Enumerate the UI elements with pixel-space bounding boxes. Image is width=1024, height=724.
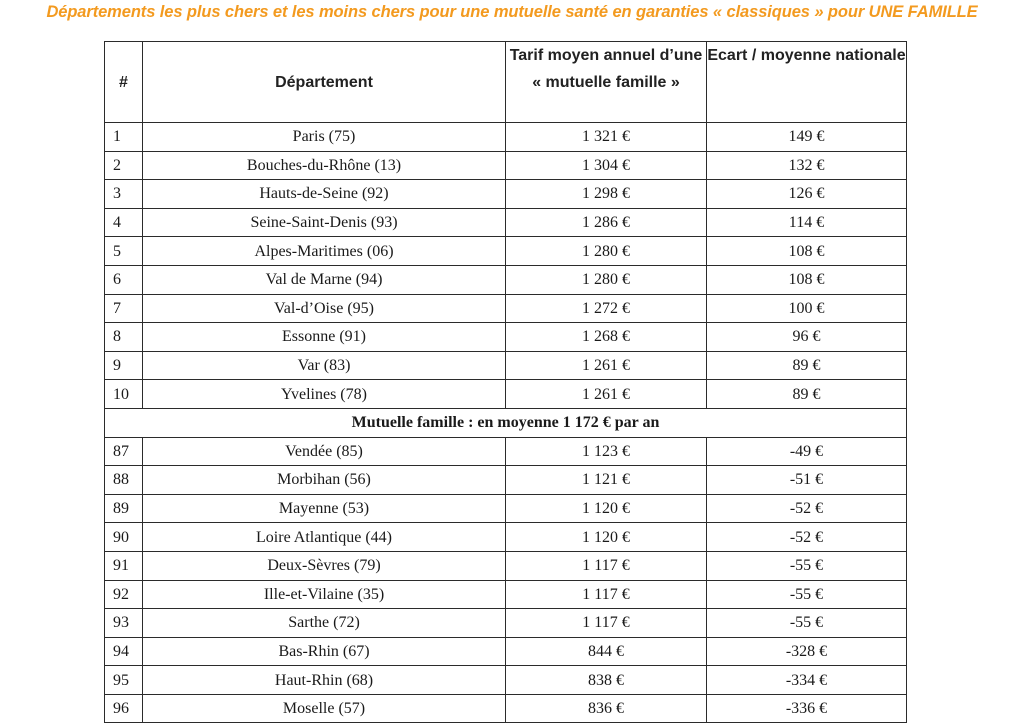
table-row (105, 351, 907, 380)
average-separator-row (105, 408, 907, 437)
cell-rank: 93 (105, 609, 143, 638)
cell-ecart: -336 € (707, 694, 907, 723)
table-row (105, 666, 907, 695)
cell-rank: 1 (105, 123, 143, 152)
cell-rank: 7 (105, 294, 143, 323)
cell-department: Essonne (91) (143, 323, 506, 352)
cell-tarif: 844 € (506, 637, 707, 666)
cell-ecart: -55 € (707, 609, 907, 638)
cell-ecart: -49 € (707, 437, 907, 466)
cell-department: Val-d’Oise (95) (143, 294, 506, 323)
cell-ecart: 100 € (707, 294, 907, 323)
cell-tarif: 1 321 € (506, 123, 707, 152)
average-separator: Mutuelle famille : en moyenne 1 172 € par an (105, 408, 907, 437)
cell-department: Seine-Saint-Denis (93) (143, 208, 506, 237)
cell-rank: 94 (105, 637, 143, 666)
table-row (105, 494, 907, 523)
cell-department: Loire Atlantique (44) (143, 523, 506, 552)
cell-tarif: 1 123 € (506, 437, 707, 466)
cell-ecart: 89 € (707, 351, 907, 380)
cell-rank: 91 (105, 551, 143, 580)
cell-department: Haut-Rhin (68) (143, 666, 506, 695)
cell-tarif: 1 261 € (506, 351, 707, 380)
cell-tarif: 1 117 € (506, 609, 707, 638)
cell-department: Var (83) (143, 351, 506, 380)
cell-tarif: 1 304 € (506, 151, 707, 180)
cell-department: Alpes-Maritimes (06) (143, 237, 506, 266)
cell-ecart: 114 € (707, 208, 907, 237)
cell-rank: 3 (105, 180, 143, 209)
cell-department: Mayenne (53) (143, 494, 506, 523)
cell-ecart: -52 € (707, 523, 907, 552)
cell-department: Sarthe (72) (143, 609, 506, 638)
cell-tarif: 1 120 € (506, 494, 707, 523)
cell-tarif: 1 280 € (506, 237, 707, 266)
cell-tarif: 1 286 € (506, 208, 707, 237)
cell-department: Vendée (85) (143, 437, 506, 466)
cell-rank: 5 (105, 237, 143, 266)
cell-rank: 10 (105, 380, 143, 409)
cell-rank: 9 (105, 351, 143, 380)
cell-rank: 8 (105, 323, 143, 352)
table-row (105, 609, 907, 638)
cell-ecart: 132 € (707, 151, 907, 180)
header-department: Département (143, 42, 506, 123)
header-tarif: Tarif moyen annuel d’une « mutuelle famille » (506, 42, 707, 123)
cell-tarif: 1 261 € (506, 380, 707, 409)
cell-tarif: 1 268 € (506, 323, 707, 352)
table-row (105, 380, 907, 409)
cell-ecart: -334 € (707, 666, 907, 695)
cell-rank: 90 (105, 523, 143, 552)
cell-rank: 96 (105, 694, 143, 723)
cell-department: Deux-Sèvres (79) (143, 551, 506, 580)
table-row (105, 265, 907, 294)
table-row (105, 323, 907, 352)
cell-department: Ille-et-Vilaine (35) (143, 580, 506, 609)
cell-ecart: -51 € (707, 466, 907, 495)
table-row (105, 523, 907, 552)
cell-department: Bas-Rhin (67) (143, 637, 506, 666)
cell-rank: 89 (105, 494, 143, 523)
table-row (105, 437, 907, 466)
cell-rank: 4 (105, 208, 143, 237)
cell-department: Hauts-de-Seine (92) (143, 180, 506, 209)
cell-ecart: -55 € (707, 580, 907, 609)
cell-rank: 87 (105, 437, 143, 466)
table-header-row (105, 42, 907, 123)
cell-ecart: 96 € (707, 323, 907, 352)
cell-department: Paris (75) (143, 123, 506, 152)
table-row (105, 180, 907, 209)
table-row (105, 237, 907, 266)
table-row (105, 694, 907, 723)
cell-ecart: -52 € (707, 494, 907, 523)
table-row (105, 208, 907, 237)
cell-rank: 6 (105, 265, 143, 294)
table-row (105, 294, 907, 323)
cell-ecart: 108 € (707, 265, 907, 294)
cell-ecart: 126 € (707, 180, 907, 209)
page-title: Départements les plus chers et les moins chers pour une mutuelle santé en garanties « classiques » pour UNE FAMILLE (46, 3, 978, 21)
cell-tarif: 838 € (506, 666, 707, 695)
table-row (105, 580, 907, 609)
cell-department: Yvelines (78) (143, 380, 506, 409)
cell-rank: 2 (105, 151, 143, 180)
table-body (105, 123, 907, 723)
cell-tarif: 1 280 € (506, 265, 707, 294)
cell-department: Morbihan (56) (143, 466, 506, 495)
cell-ecart: -55 € (707, 551, 907, 580)
cell-rank: 95 (105, 666, 143, 695)
cell-tarif: 1 117 € (506, 580, 707, 609)
cell-department: Val de Marne (94) (143, 265, 506, 294)
table-row (105, 151, 907, 180)
cell-department: Bouches-du-Rhône (13) (143, 151, 506, 180)
table-row (105, 551, 907, 580)
cell-tarif: 836 € (506, 694, 707, 723)
table-row (105, 637, 907, 666)
cell-tarif: 1 121 € (506, 466, 707, 495)
departments-table (104, 41, 907, 723)
cell-ecart: 108 € (707, 237, 907, 266)
cell-ecart: 89 € (707, 380, 907, 409)
cell-tarif: 1 120 € (506, 523, 707, 552)
table-row (105, 123, 907, 152)
cell-tarif: 1 298 € (506, 180, 707, 209)
cell-department: Moselle (57) (143, 694, 506, 723)
cell-tarif: 1 117 € (506, 551, 707, 580)
cell-rank: 88 (105, 466, 143, 495)
cell-tarif: 1 272 € (506, 294, 707, 323)
header-ecart: Ecart / moyenne nationale (707, 42, 907, 123)
header-rank: # (105, 42, 143, 123)
cell-ecart: -328 € (707, 637, 907, 666)
table-row (105, 466, 907, 495)
cell-rank: 92 (105, 580, 143, 609)
cell-ecart: 149 € (707, 123, 907, 152)
